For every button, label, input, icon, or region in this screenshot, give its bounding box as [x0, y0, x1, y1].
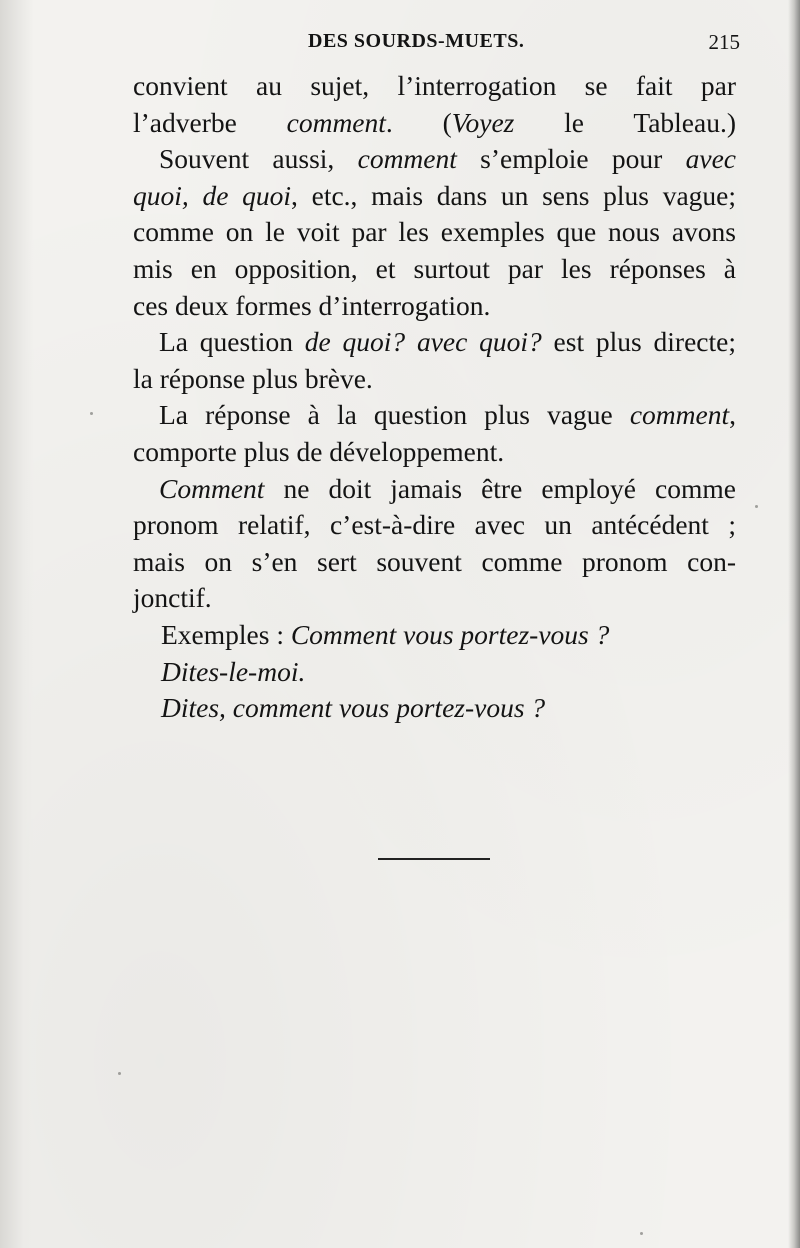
text-line: La réponse à la question plus vague comment,: [159, 399, 736, 431]
running-title: DES SOURDS-MUETS.: [308, 30, 525, 52]
paper-speck: [755, 505, 758, 508]
text-line: Souvent aussi, comment s’emploie pour avec: [159, 143, 736, 175]
paper-speck: [118, 1072, 121, 1075]
body-text: [133, 68, 736, 727]
text-line: convient au sujet, l’interrogation se fait par: [133, 70, 736, 101]
text-line: pronom relatif, c’est-à-dire avec un antécédent ;: [133, 509, 736, 541]
text-line: mais on s’en sert souvent comme pronom con-: [133, 545, 736, 577]
page-edge-shadow: [788, 0, 800, 1248]
page-header: [140, 30, 740, 60]
text-line: l’adverbe comment. (Voyez le Tableau.): [133, 106, 736, 138]
example-line: Dites, comment vous portez-vous ?: [161, 692, 546, 724]
paper-speck: [640, 1232, 643, 1235]
text-line: la réponse plus brève.: [133, 362, 373, 394]
section-rule: [378, 858, 490, 860]
text-line: comporte plus de développement.: [133, 435, 505, 467]
example-line: Exemples : Comment vous portez-vous ?: [161, 618, 610, 650]
text-line: quoi, de quoi, etc., mais dans un sens plus vague;: [133, 179, 736, 211]
text-line: comme on le voit par les exemples que nous avons: [133, 216, 736, 248]
example-line: Dites-le-moi.: [161, 655, 306, 687]
page-gutter-shadow: [0, 0, 34, 1248]
page-number: 215: [708, 30, 740, 54]
text-line: Comment ne doit jamais être employé comme: [159, 472, 736, 504]
paper-speck: [90, 412, 93, 415]
text-line: La question de quoi? avec quoi? est plus directe;: [159, 326, 736, 358]
text-line: ces deux formes d’interrogation.: [133, 289, 491, 321]
text-line: jonctif.: [133, 582, 212, 614]
text-line: mis en opposition, et surtout par les réponses à: [133, 252, 736, 284]
